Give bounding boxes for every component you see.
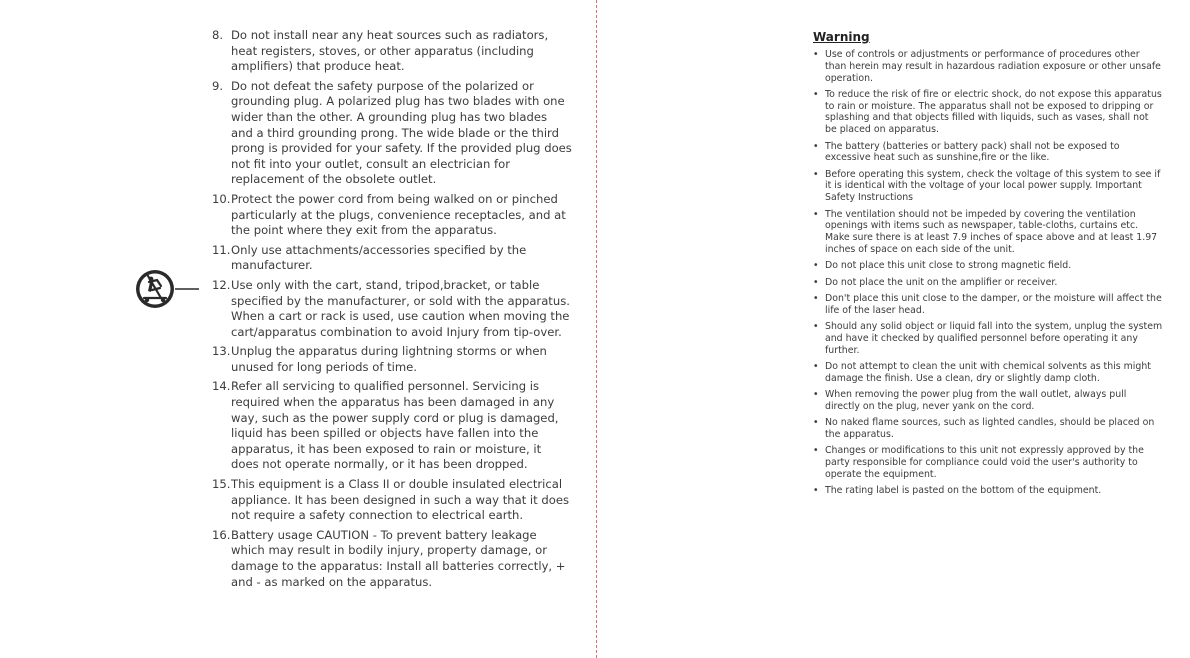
page-fold-divider bbox=[596, 0, 597, 658]
bullet-icon: • bbox=[813, 88, 819, 100]
instruction-item bbox=[212, 243, 572, 274]
instruction-item bbox=[212, 79, 572, 188]
warning-item bbox=[813, 49, 1163, 84]
bullet-icon: • bbox=[813, 417, 819, 429]
bullet-icon: • bbox=[813, 292, 819, 304]
bullet-icon: • bbox=[813, 260, 819, 272]
instruction-number: 9. bbox=[212, 78, 224, 93]
bullet-icon: • bbox=[813, 320, 819, 332]
warning-list bbox=[813, 49, 1163, 497]
warning-text: Do not place this unit close to strong magnetic field. bbox=[825, 260, 1072, 272]
instruction-item bbox=[212, 344, 572, 375]
warning-text: When removing the power plug from the wall outlet, always pull directly on the plug, never yank on the cord. bbox=[825, 388, 1127, 412]
instruction-number: 16. bbox=[212, 527, 231, 542]
safety-instructions-list bbox=[212, 28, 572, 594]
instruction-number: 8. bbox=[212, 28, 224, 42]
instruction-item bbox=[212, 28, 572, 75]
instruction-item bbox=[212, 278, 572, 340]
instruction-text: Refer all servicing to qualified personnel. Servicing is required when the apparatus has been damaged in any way, such as the power supply cord or plug is damaged, liquid has been spilled or objects have fallen into the apparatus, it has been exposed to rain or moisture, it does not operate normally, or it has been dropped. bbox=[231, 379, 559, 472]
instruction-text: Do not install near any heat sources such as radiators, heat registers, stoves, or other apparatus (including amplifiers) that produce heat. bbox=[231, 28, 549, 74]
instruction-number: 15. bbox=[212, 477, 231, 492]
warning-item bbox=[813, 417, 1163, 441]
warning-item bbox=[813, 89, 1163, 136]
warning-item bbox=[813, 361, 1163, 385]
bullet-icon: • bbox=[813, 208, 819, 220]
warning-heading: Warning bbox=[813, 30, 870, 44]
warning-item bbox=[813, 293, 1163, 317]
warning-item bbox=[813, 209, 1163, 256]
warning-text: Do not place the unit on the amplifier or receiver. bbox=[825, 276, 1058, 288]
instruction-item bbox=[212, 528, 572, 590]
bullet-icon: • bbox=[813, 49, 819, 60]
cart-tip-over-warning-icon bbox=[135, 268, 201, 310]
warning-text: Before operating this system, check the voltage of this system to see if it is identical with the voltage of your local power supply. Important Safety Instructions bbox=[825, 168, 1161, 204]
bullet-icon: • bbox=[813, 168, 819, 180]
instruction-text: Use only with the cart, stand, tripod,bracket, or table specified by the manufacturer, or sold with the apparatus. When a cart or rack is used, use caution when moving the cart/apparatus combination to avoid Injury from tip-over. bbox=[231, 277, 570, 339]
warning-item bbox=[813, 277, 1163, 289]
warning-text: Changes or modifications to this unit not expressly approved by the party responsible for compliance could void the user's authority to operate the equipment. bbox=[825, 445, 1144, 480]
instruction-text: Unplug the apparatus during lightning storms or when unused for long periods of time. bbox=[231, 344, 547, 374]
warning-text: Don't place this unit close to the damper, or the moisture will affect the life of the laser head. bbox=[825, 292, 1162, 316]
instruction-text: Protect the power cord from being walked on or pinched particularly at the plugs, convenience receptacles, and at the point where they exit from the apparatus. bbox=[231, 191, 566, 238]
warning-text: Use of controls or adjustments or performance of procedures other than herein may result in hazardous radiation exposure or other unsafe operation. bbox=[825, 49, 1161, 84]
instruction-number: 10. bbox=[212, 191, 231, 206]
instruction-item bbox=[212, 477, 572, 524]
instruction-number: 11. bbox=[212, 242, 231, 257]
instruction-text: This equipment is a Class II or double insulated electrical appliance. It has been designed in such a way that it does not require a safety connection to electrical earth. bbox=[231, 477, 570, 523]
instruction-number: 14. bbox=[212, 379, 231, 394]
bullet-icon: • bbox=[813, 360, 819, 372]
instruction-text: Only use attachments/accessories specified by the manufacturer. bbox=[231, 242, 527, 273]
warning-item bbox=[813, 260, 1163, 272]
warning-item bbox=[813, 389, 1163, 413]
warning-text: Should any solid object or liquid fall into the system, unplug the system and have it checked by qualified personnel before operating it any further. bbox=[825, 320, 1163, 356]
bullet-icon: • bbox=[813, 388, 819, 400]
warning-text: Do not attempt to clean the unit with chemical solvents as this might damage the finish. Use a clean, dry or slightly damp cloth. bbox=[825, 360, 1151, 384]
warning-item bbox=[813, 485, 1163, 497]
warning-text: The battery (batteries or battery pack) shall not be exposed to excessive heat such as sunshine,fire or the like. bbox=[825, 140, 1120, 164]
warning-item bbox=[813, 321, 1163, 356]
instruction-text: Battery usage CAUTION - To prevent battery leakage which may result in bodily injury, property damage, or damage to the apparatus: Install all batteries correctly, + and - as marked on the apparatus. bbox=[231, 527, 566, 589]
instruction-item bbox=[212, 192, 572, 239]
warning-text: To reduce the risk of fire or electric shock, do not expose this apparatus to rain or moisture. The apparatus shall not be exposed to dripping or splashing and that objects filled with liquids, such as vases, shall not be placed on apparatus. bbox=[825, 88, 1162, 136]
instruction-number: 12. bbox=[212, 277, 231, 292]
warning-item bbox=[813, 445, 1163, 480]
warning-item bbox=[813, 141, 1163, 165]
instruction-text: Do not defeat the safety purpose of the polarized or grounding plug. A polarized plug has two blades with one wider than the other. A grounding plug has two blades and a third grounding prong. The wide blade or the third prong is provided for your safety. If the provided plug does not fit into your outlet, consult an electrician for replacement of the obsolete outlet. bbox=[231, 78, 572, 187]
bullet-icon: • bbox=[813, 445, 819, 457]
bullet-icon: • bbox=[813, 276, 819, 288]
warning-text: No naked flame sources, such as lighted candles, should be placed on the apparatus. bbox=[825, 417, 1155, 440]
warning-text: The ventilation should not be impeded by covering the ventilation openings with items such as newspaper, table-cloths, curtains etc. Make sure there is at least 7.9 inches of space above and at least 1.97 inches of space on each side of the unit. bbox=[825, 208, 1158, 255]
warning-item bbox=[813, 169, 1163, 204]
instruction-item bbox=[212, 379, 572, 473]
bullet-icon: • bbox=[813, 140, 819, 152]
instruction-number: 13. bbox=[212, 344, 231, 359]
warning-text: The rating label is pasted on the bottom of the equipment. bbox=[825, 485, 1102, 496]
warning-section bbox=[813, 30, 1163, 501]
bullet-icon: • bbox=[813, 485, 819, 496]
